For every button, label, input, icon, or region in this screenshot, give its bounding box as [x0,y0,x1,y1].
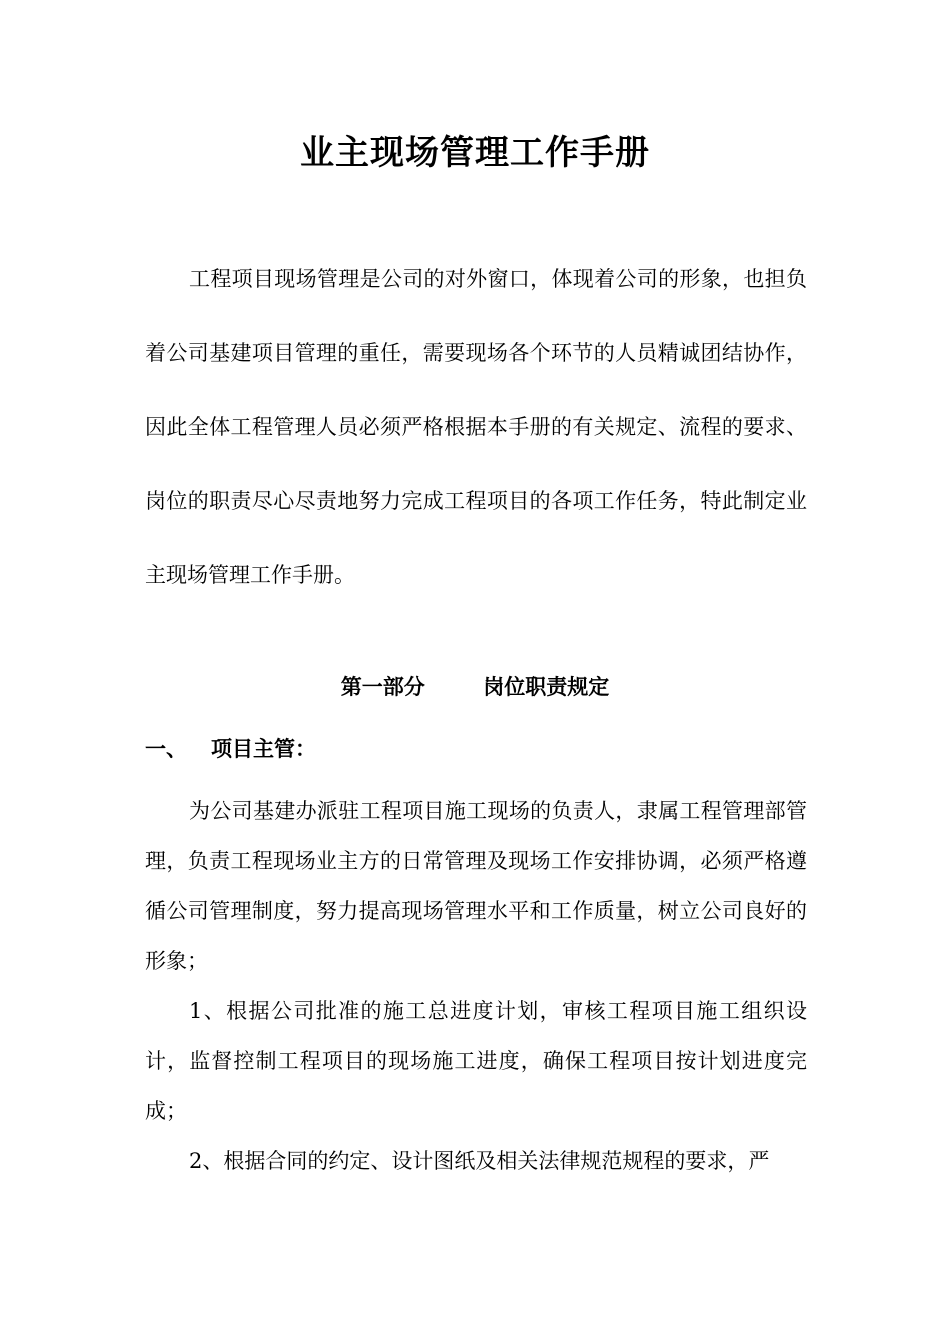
section-title: 项目主管： [211,736,316,761]
document-title: 业主现场管理工作手册 [300,133,650,173]
intro-paragraph: 工程项目现场管理是公司的对外窗口，体现着公司的形象，也担负着公司基建项目管理的重任，需要现场各个环节的人员精诚团结协作，因此全体工程管理人员必须严格根据本手册的有关规定、流程的要求、岗位的职责尽心尽责地努力完成工程项目的各项工作任务，特此制定业主现场管理工作手册。 [145,267,807,587]
part-heading: 第一部分 岗位职责规定 [340,674,610,699]
section-heading [145,734,316,764]
body-paragraph: 2、根据合同的约定、设计图纸及相关法律规范规程的要求，严 [189,1149,770,1173]
body-paragraph: 1、根据公司批准的施工总进度计划，审核工程项目施工组织设计，监督控制工程项目的现场施工进度，确保工程项目按计划进度完成； [145,999,807,1123]
body-paragraph: 为公司基建办派驻工程项目施工现场的负责人，隶属工程管理部管理，负责工程现场业主方的日常管理及现场工作安排协调，必须严格遵循公司管理制度，努力提高现场管理水平和工作质量，树立公司良好的形象； [145,799,807,973]
section-number: 一、 [145,736,187,761]
